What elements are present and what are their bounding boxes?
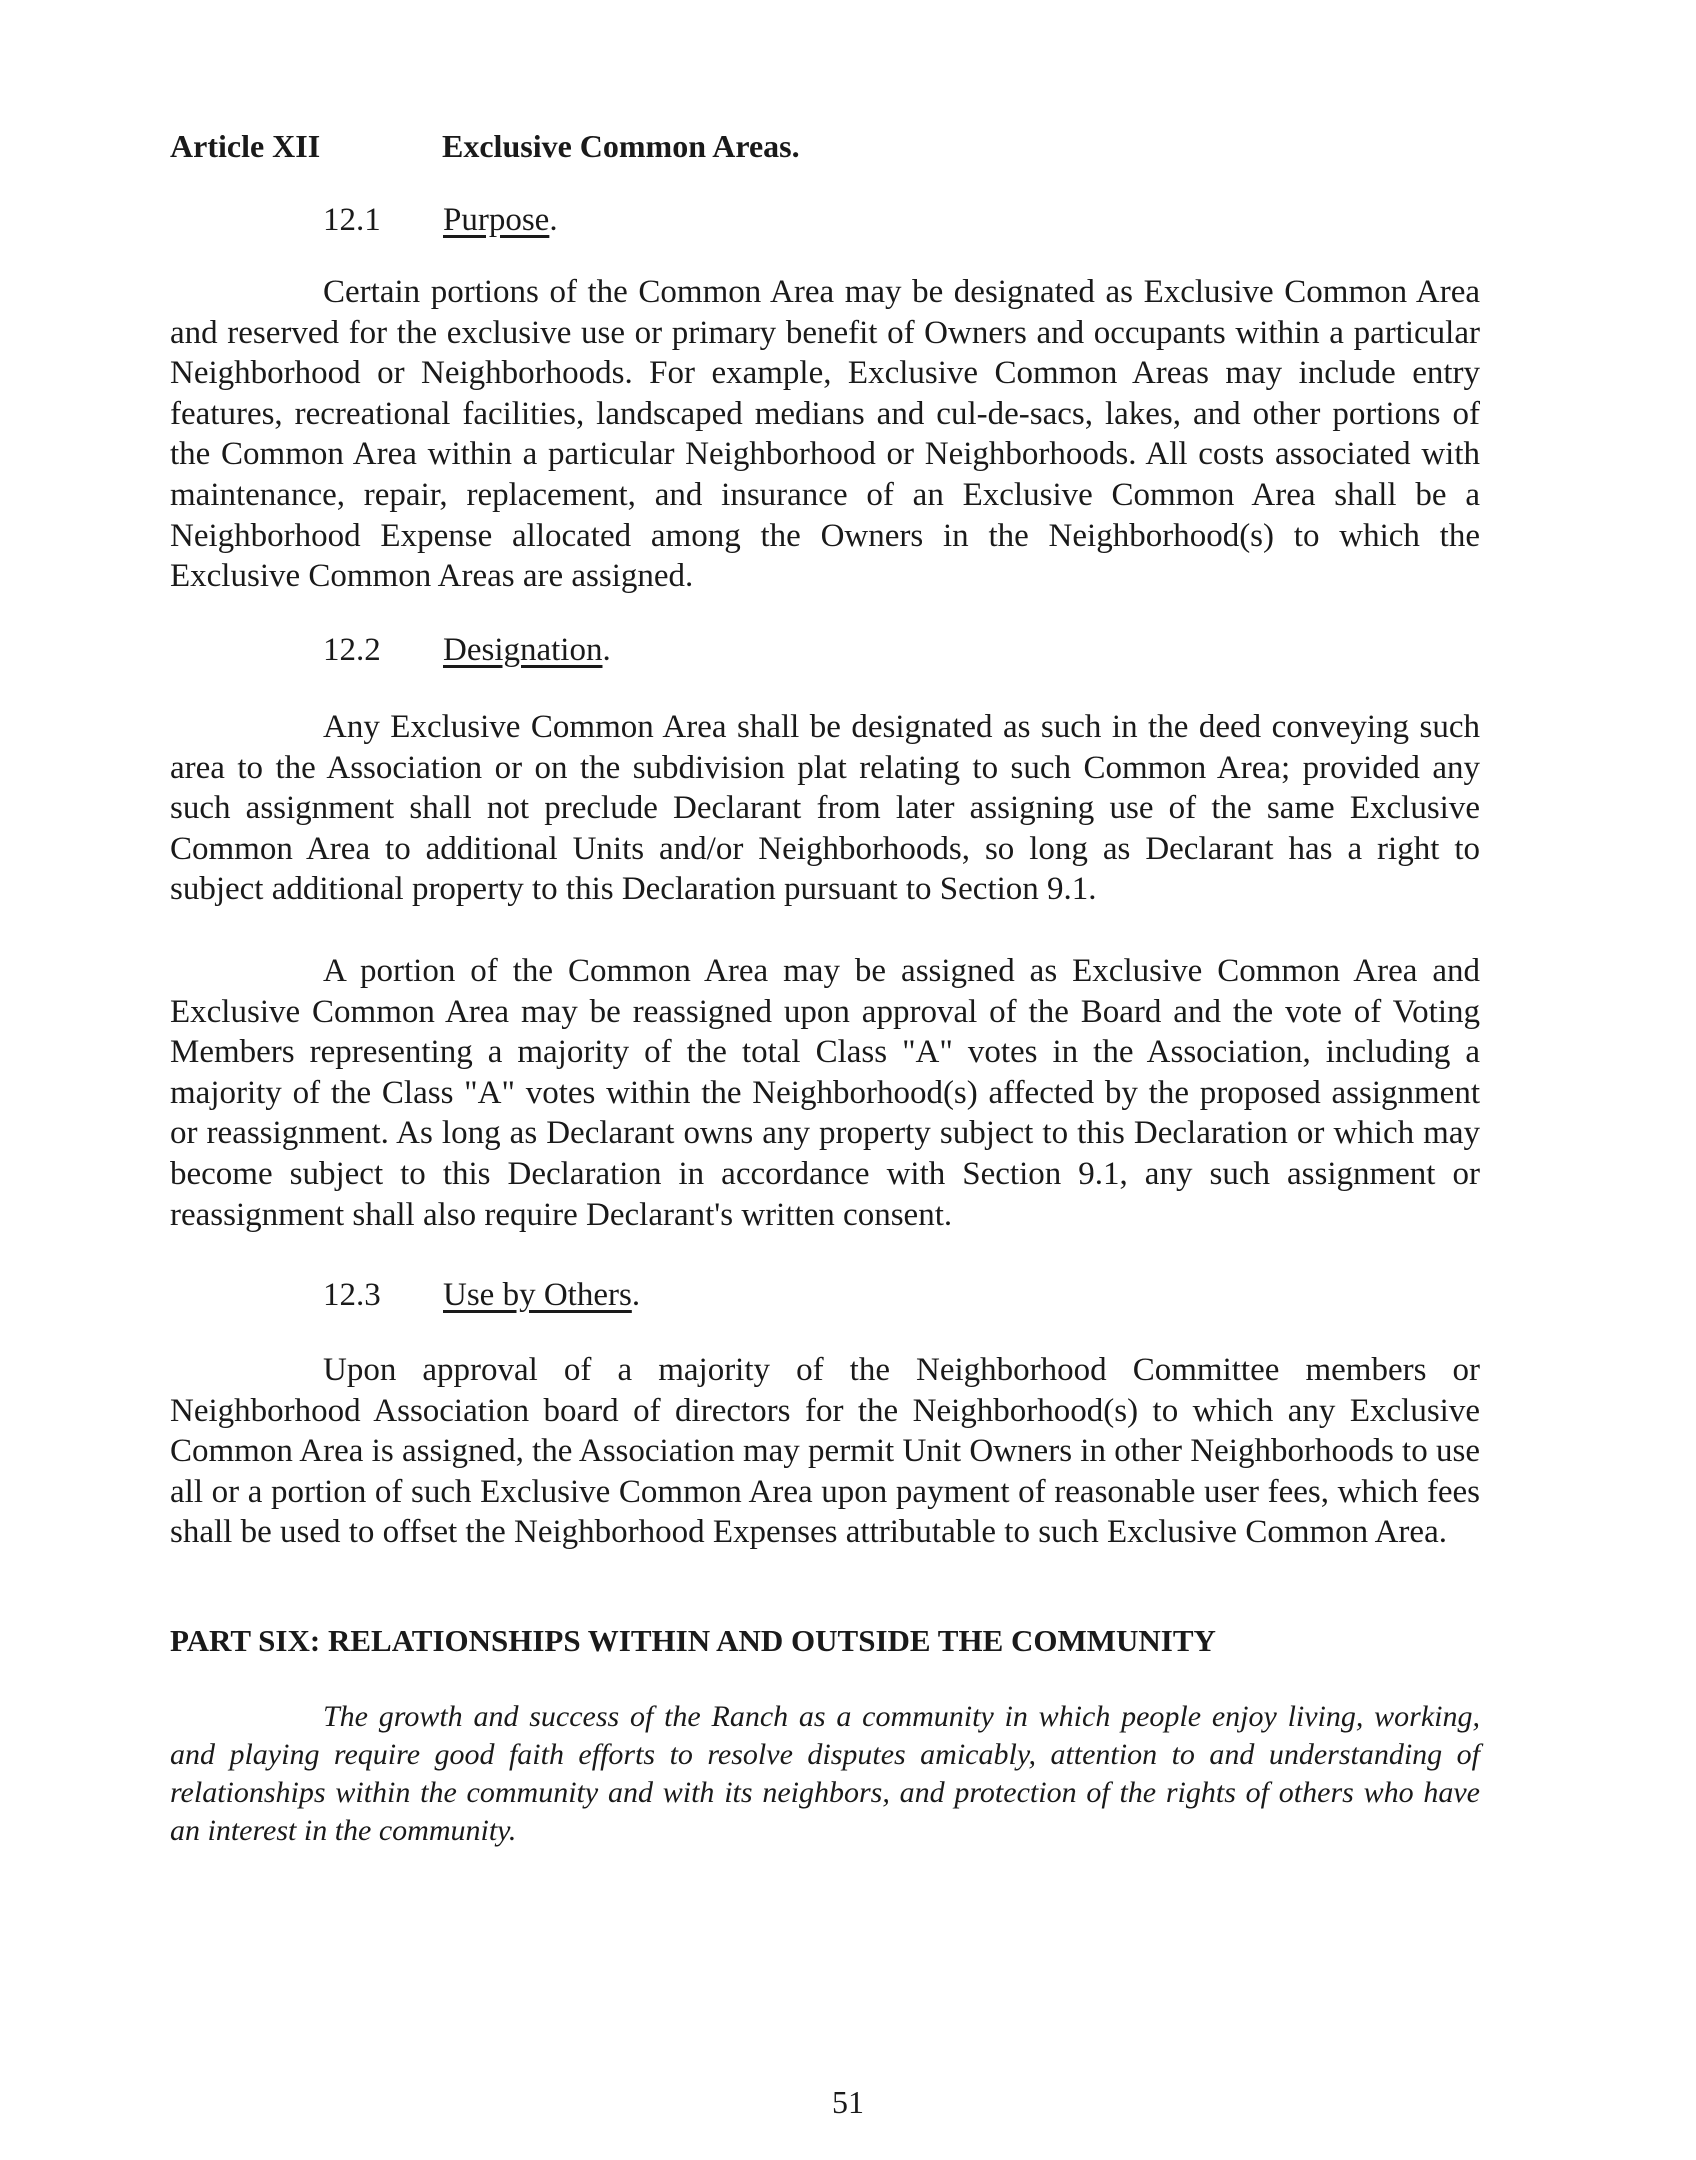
section-heading-12-2: 12.2 Designation.: [323, 630, 611, 671]
article-label: Article XII: [170, 128, 321, 164]
part-intro: The growth and success of the Ranch as a community in which people enjoy living, working, and playing require good faith efforts to resolve disputes amicably, attention to and understanding of relationships within the community and with its neighbors, and protection of the rights of others who have an interest in the community.: [170, 1700, 1480, 1847]
article-heading: [170, 126, 800, 166]
section-title: Designation: [443, 632, 603, 668]
page-number: 51: [832, 2084, 864, 2120]
section-heading-12-1: 12.1 Purpose.: [323, 200, 558, 241]
section-paragraph: Upon approval of a majority of the Neighborhood Committee members or Neighborhood Association board of directors for the Neighborhood(s) to which any Exclusive Common Area is assigned, the Association may permit Unit Owners in other Neighborhoods to use all or a portion of such Exclusive Common Area upon payment of reasonable user fees, which fees shall be used to offset the Neighborhood Expenses attributable to such Exclusive Common Area.: [170, 1352, 1480, 1551]
section-paragraph: A portion of the Common Area may be assigned as Exclusive Common Area and Exclusive Common Area may be reassigned upon approval of the Board and the vote of Voting Members representing a majority of the total Class "A" votes in the Association, including a majority of the Class "A" votes within the Neighborhood(s) affected by the proposed assignment or reassignment. As long as Declarant owns any property subject to this Declaration or which may become subject to this Declaration in accordance with Section 9.1, any such assignment or reassignment shall also require Declarant's written consent.: [170, 953, 1480, 1233]
section-number: 12.2: [323, 632, 381, 668]
article-title: Exclusive Common Areas.: [442, 128, 800, 164]
section-title: Purpose: [443, 202, 550, 238]
section-paragraph: Any Exclusive Common Area shall be designated as such in the deed conveying such area to the Association or on the subdivision plat relating to such Common Area; provided any such assignment shall not preclude Declarant from later assigning use of the same Exclusive Common Area to additional Units and/or Neighborhoods, so long as Declarant has a right to subject additional property to this Declaration pursuant to Section 9.1.: [170, 709, 1480, 908]
section-paragraph: Certain portions of the Common Area may be designated as Exclusive Common Area and reserved for the exclusive use or primary benefit of Owners and occupants within a particular Neighborhood or Neighborhoods. For example, Exclusive Common Areas may include entry features, recreational facilities, landscaped medians and cul-de-sacs, lakes, and other portions of the Common Area within a particular Neighborhood or Neighborhoods. All costs associated with maintenance, repair, replacement, and insurance of an Exclusive Common Area shall be a Neighborhood Expense allocated among the Owners in the Neighborhood(s) to which the Exclusive Common Areas are assigned.: [170, 274, 1480, 595]
section-number: 12.1: [323, 202, 381, 238]
section-heading-12-3: 12.3 Use by Others.: [323, 1275, 640, 1316]
part-heading: PART SIX: RELATIONSHIPS WITHIN AND OUTSIDE THE COMMUNITY: [170, 1623, 1216, 1658]
section-number: 12.3: [323, 1277, 381, 1313]
section-title: Use by Others: [443, 1277, 632, 1313]
